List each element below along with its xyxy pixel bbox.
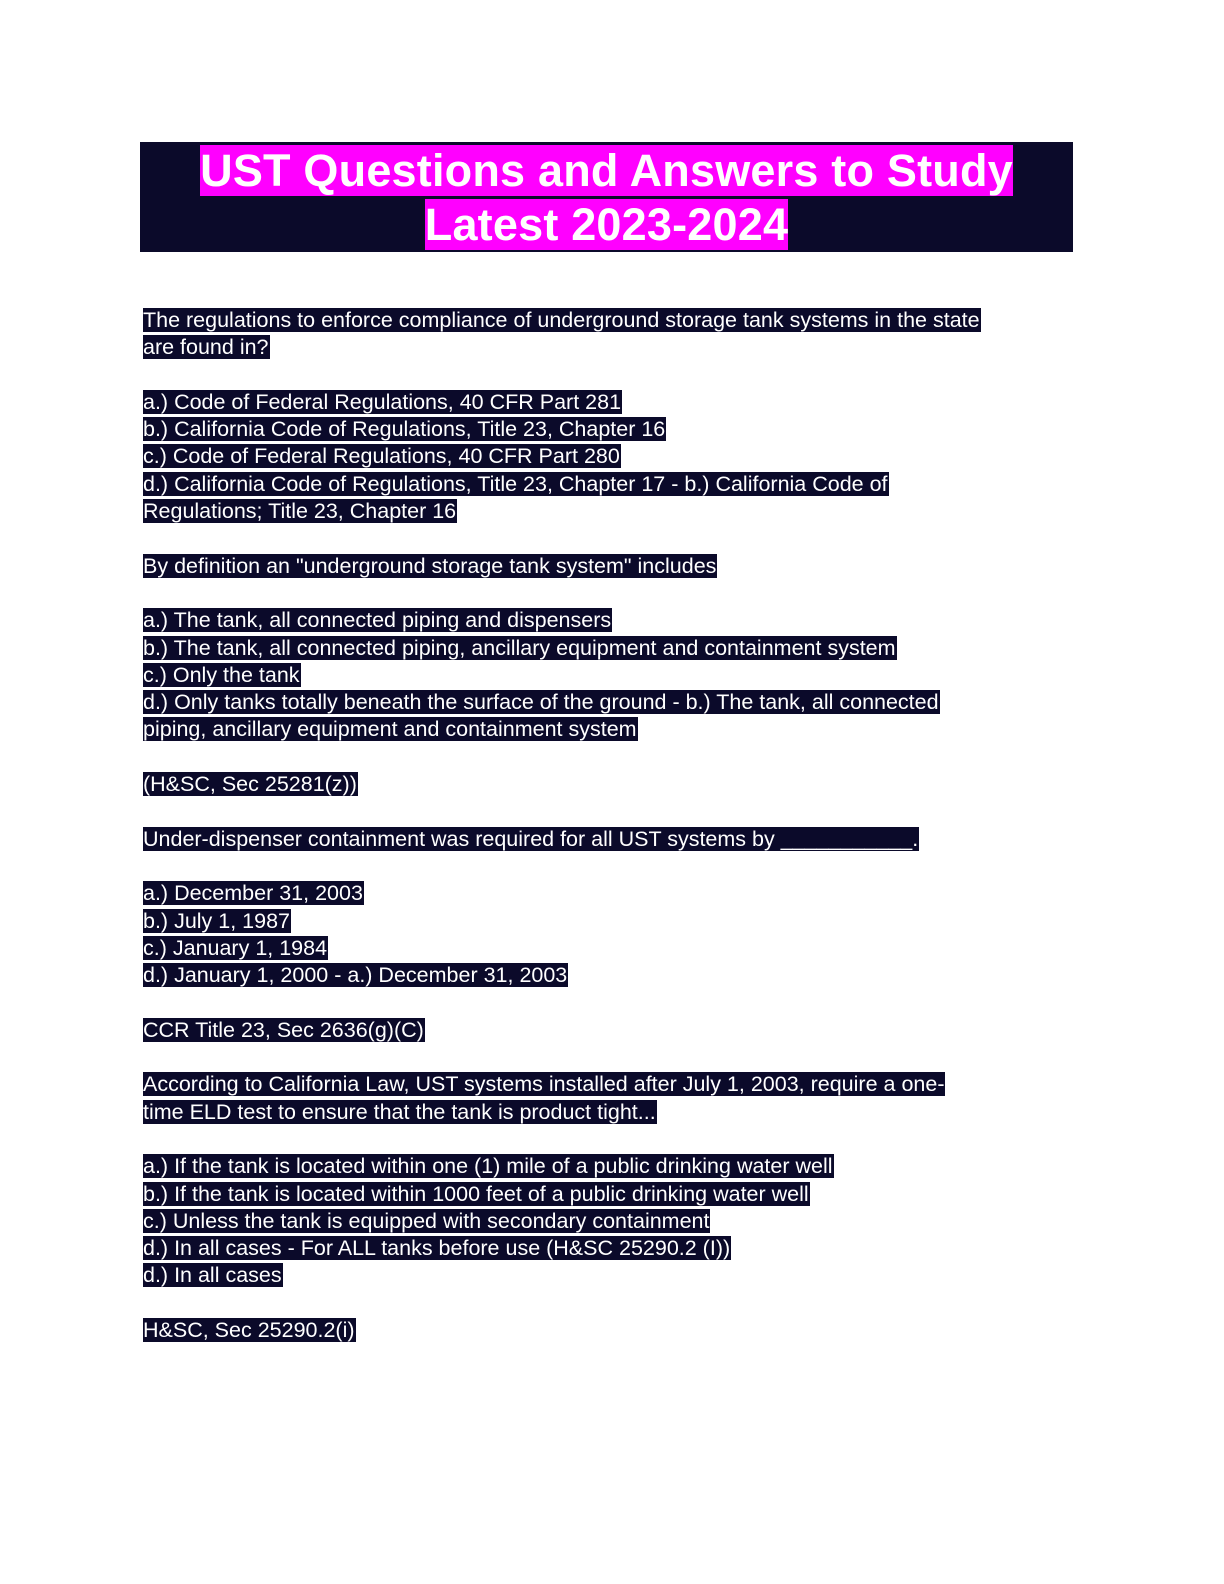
question-text: By definition an "underground storage tank system" includes — [143, 553, 717, 578]
option-a: a.) December 31, 2003 — [143, 881, 363, 906]
document-title — [140, 142, 1073, 252]
document-body — [143, 307, 1073, 1344]
option-b: b.) July 1, 1987 — [143, 908, 291, 933]
question-text: According to California Law, UST systems installed after July 1, 2003, require a one- — [143, 1072, 945, 1097]
option-d: piping, ancillary equipment and containment system — [143, 717, 637, 742]
option-c: c.) Only the tank — [143, 662, 300, 687]
option-d: d.) In all cases - For ALL tanks before use (H&SC 25290.2 (I)) — [143, 1236, 731, 1261]
question-block-3 — [143, 826, 1073, 1072]
question-block-2 — [143, 553, 1073, 826]
title-line-2: Latest 2023-2024 — [424, 199, 789, 250]
title-line-1: UST Questions and Answers to Study — [200, 145, 1013, 196]
question-text: The regulations to enforce compliance of underground storage tank systems in the state — [143, 308, 980, 332]
question-block-4 — [143, 1071, 1073, 1344]
reference-citation: H&SC, Sec 25290.2(i) — [143, 1317, 355, 1342]
option-c: c.) January 1, 1984 — [143, 935, 328, 960]
option-a: a.) The tank, all connected piping and dispensers — [143, 608, 612, 633]
question-text: time ELD test to ensure that the tank is product tight... — [143, 1099, 656, 1124]
option-d: d.) Only tanks totally beneath the surface of the ground - b.) The tank, all connected — [143, 690, 939, 715]
question-text: Under-dispenser containment was required for all UST systems by ___________. — [143, 826, 919, 851]
option-b: b.) California Code of Regulations, Title 23, Chapter 16 — [143, 417, 666, 442]
question-text: are found in? — [143, 335, 269, 360]
reference-citation: (H&SC, Sec 25281(z)) — [143, 772, 357, 797]
option-d: d.) California Code of Regulations, Title 23, Chapter 17 - b.) California Code of — [143, 471, 888, 496]
option-c: c.) Code of Federal Regulations, 40 CFR Part 280 — [143, 444, 620, 469]
option-d: d.) January 1, 2000 - a.) December 31, 2003 — [143, 963, 568, 988]
option-b: b.) If the tank is located within 1000 feet of a public drinking water well — [143, 1181, 809, 1206]
option-a: a.) Code of Federal Regulations, 40 CFR Part 281 — [143, 389, 622, 414]
reference-citation: CCR Title 23, Sec 2636(g)(C) — [143, 1017, 424, 1042]
answer-line: d.) In all cases — [143, 1263, 282, 1288]
option-d: Regulations; Title 23, Chapter 16 — [143, 499, 457, 524]
option-b: b.) The tank, all connected piping, ancillary equipment and containment system — [143, 635, 896, 660]
option-a: a.) If the tank is located within one (1) mile of a public drinking water well — [143, 1154, 833, 1179]
option-c: c.) Unless the tank is equipped with secondary containment — [143, 1208, 710, 1233]
question-block-1 — [143, 307, 1073, 553]
